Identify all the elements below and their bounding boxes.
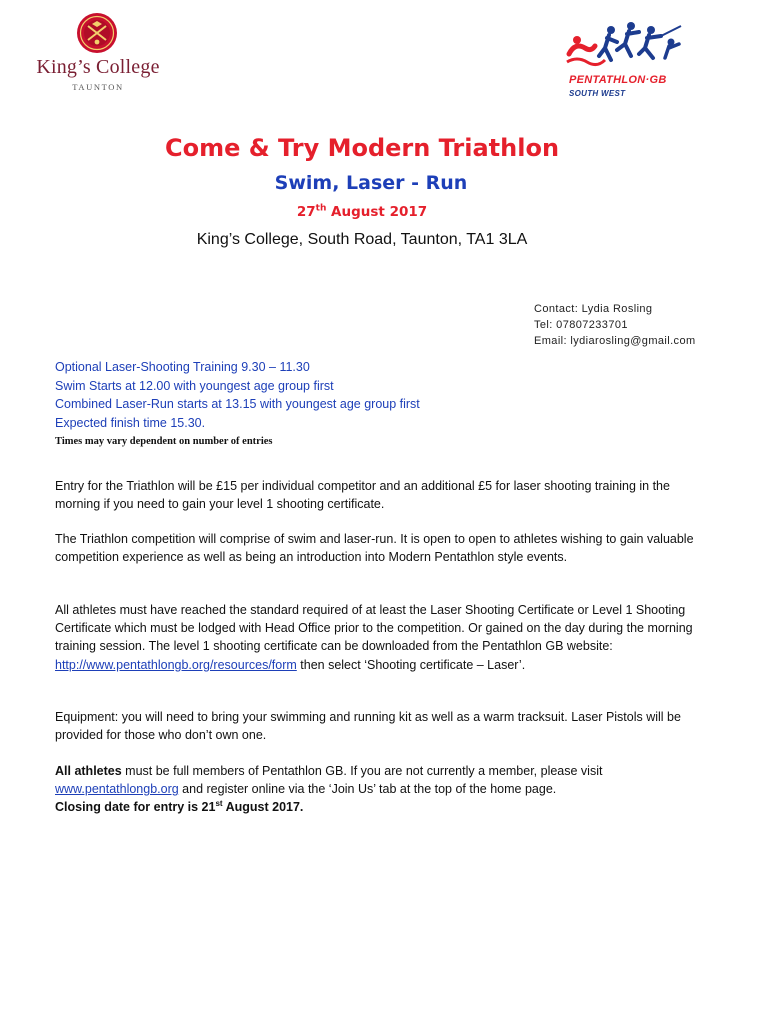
event-date-day: 27: [296, 204, 316, 220]
membership-text-end: and register online via the ‘Join Us’ tab at the top of the home page.: [178, 782, 557, 797]
contact-name: Contact: Lydia Rosling: [534, 303, 653, 315]
equipment-paragraph: Equipment: you will need to bring your swimming and running kit as well as a warm tracksuit. Laser Pistols will be provided for those who don’t own one.: [55, 710, 681, 743]
entry-fee-paragraph: Entry for the Triathlon will be £15 per individual competitor and an additional £5 for laser shooting training in the morning if you need to gain your level 1 shooting certificate.: [55, 479, 670, 512]
pentathlon-athletes-icon: [565, 20, 685, 68]
certificate-paragraph: [55, 601, 715, 674]
org-region: SOUTH WEST: [569, 89, 626, 98]
event-date-suffix: th: [315, 203, 327, 214]
org-name: PENTATHLON·GB: [569, 74, 667, 86]
event-date: [0, 204, 724, 220]
event-title: Come & Try Modern Triathlon: [164, 134, 560, 162]
schedule-note: Times may vary dependent on number of entries: [55, 436, 273, 447]
college-name: King’s College: [36, 56, 160, 78]
closing-date-end: August 2017.: [222, 800, 304, 815]
college-town: TAUNTON: [72, 82, 124, 92]
college-crest-icon: [76, 12, 118, 54]
pentathlon-gb-logo: [565, 20, 695, 102]
schedule-list: [55, 358, 420, 432]
certificate-form-link[interactable]: http://www.pentathlongb.org/resources/form: [55, 657, 297, 672]
membership-bold-lead: All athletes: [55, 764, 122, 778]
contact-tel: Tel: 07807233701: [534, 319, 628, 331]
schedule-item: Optional Laser-Shooting Training 9.30 – 11.30: [55, 360, 310, 374]
membership-text: must be full members of Pentathlon GB. If you are not currently a member, please visit: [121, 764, 603, 778]
competition-paragraph: The Triathlon competition will comprise of swim and laser-run. It is open to open to athletes wishing to gain valuable competition experience as well as being an introduction into Modern Pentathlon style events.: [55, 532, 694, 565]
closing-date-suffix: st: [215, 799, 223, 809]
closing-date: [55, 800, 303, 814]
schedule-item: Swim Starts at 12.00 with youngest age group first: [55, 378, 334, 393]
event-date-rest: August 2017: [326, 204, 428, 220]
contact-block: [534, 301, 696, 349]
certificate-text-end: then select ‘Shooting certificate – Laser’.: [296, 657, 526, 672]
event-subtitle: [0, 172, 724, 194]
kings-college-logo: [28, 12, 168, 92]
closing-date-text: Closing date for entry is 21: [55, 800, 216, 815]
event-subtitle-text: Swim, Laser - Run: [274, 172, 468, 194]
membership-paragraph: [55, 762, 715, 817]
pentathlon-website-link[interactable]: www.pentathlongb.org: [55, 782, 179, 797]
certificate-text: All athletes must have reached the standard required of at least the Laser Shooting Certificate or Level 1 Shooting Certificate which must be lodged with Head Office prior to the competition. Or gained on the day during the morning training session. The level 1 shooting certificate can be downloaded from the Pentathlon GB website:: [55, 603, 693, 654]
contact-email: Email: lydiarosling@gmail.com: [534, 335, 696, 347]
schedule-item: Combined Laser-Run starts at 13.15 with youngest age group first: [55, 397, 420, 411]
event-venue: King’s College, South Road, Taunton, TA1 3LA: [196, 231, 528, 248]
schedule-item: Expected finish time 15.30.: [55, 415, 206, 430]
